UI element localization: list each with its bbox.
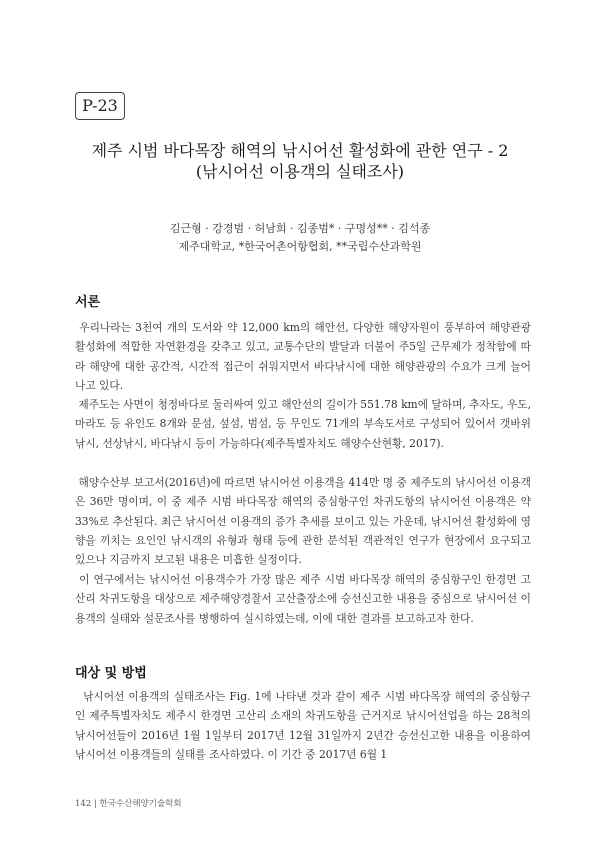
author-list: 김근형 · 강경범 · 허남희 · 김종범* · 구명성** · 김석종 <box>169 222 431 235</box>
intro-paragraph-2: 제주도는 사면이 청정바다로 둘러싸여 있고 해안선의 길이가 551.78 km에 달하며, 추자도, 우도, 마라도 등 유인도 8개와 문섬, 섶섬, 범섬, 등 무인도 71개의 부속도서로 구성되어 있어서 갯바위낚시, 선상낚시, 바다낚시 등이 가능하다(제주특별자치도 해양수산현황, 2017). <box>75 398 531 450</box>
page-footer: 142 | 한국수산해양기술학회 <box>75 799 182 809</box>
intro-paragraph-3: 해양수산부 보고서(2016년)에 따르면 낚시어선 이용객을 414만 명 중 제주도의 낚시어선 이용객은 36만 명이며, 이 중 제주 시범 바다목장 해역의 중심항구인 차귀도항의 낚시어선 이용객은 약 33%로 추산된다. 최근 낚시어선 이용객의 증가 추세를 보이고 있는 가운데, 낚시어선 활성화에 영향을 끼치는 요인인 낚시객의 유형과 형태 등에 관한 분석된 객관적인 연구가 현장에서 요구되고 있으나 지금까지 보고된 내용은 미흡한 실정이다. <box>75 476 531 567</box>
title-line-1: 제주 시범 바다목장 해역의 낚시어선 활성화에 관한 연구 - 2 <box>91 141 509 160</box>
intro-paragraph-1: 우리나라는 3천여 개의 도서와 약 12,000 km의 해안선, 다양한 해양자원이 풍부하여 해양관광 활성화에 적합한 자연환경을 갖추고 있고, 교통수단의 발달과 더불어 주5일 근무제가 정착함에 따라 해양에 대한 공간적, 시간적 접근이 쉬워지면서 바다낚시에 대한 해양관광의 수요가 크게 늘어나고 있다. <box>75 321 531 392</box>
section-heading-introduction: 서론 <box>75 295 101 310</box>
abstract-number-badge: P-23 <box>75 92 125 120</box>
affiliation-list: 제주대학교, *한국어촌어항협회, **국립수산과학원 <box>178 240 422 253</box>
title-line-2: (낚시어선 이용객의 실태조사) <box>195 162 405 181</box>
intro-paragraph-4: 이 연구에서는 낚시어선 이용객수가 가장 많은 제주 시범 바다목장 해역의 중심항구인 한경면 고산리 차귀도항을 대상으로 제주해양경찰서 고산출장소에 승선신고한 내용을 중심으로 낚시어선 이용객의 실태와 설문조사를 병행하여 실시하였는데, 이에 대한 결과를 보고하고자 한다. <box>75 573 531 625</box>
methods-paragraph-1: 낚시어선 이용객의 실태조사는 Fig. 1에 나타낸 것과 같이 제주 시범 바다목장 해역의 중심항구인 제주특별자치도 제주시 한경면 고산리 소재의 차귀도항을 근거지로 낚시어선업을 하는 28척의 낚시어선들이 2016년 1월 1일부터 2017년 12월 31일까지 2년간 승선신고한 내용을 이용하여 낚시어선 이용객들의 실태를 조사하였다. 이 기간 중 2017년 6월 1 <box>75 690 532 761</box>
author-block <box>40 220 560 256</box>
section-heading-methods: 대상 및 방법 <box>75 666 147 681</box>
paper-title <box>40 140 560 182</box>
